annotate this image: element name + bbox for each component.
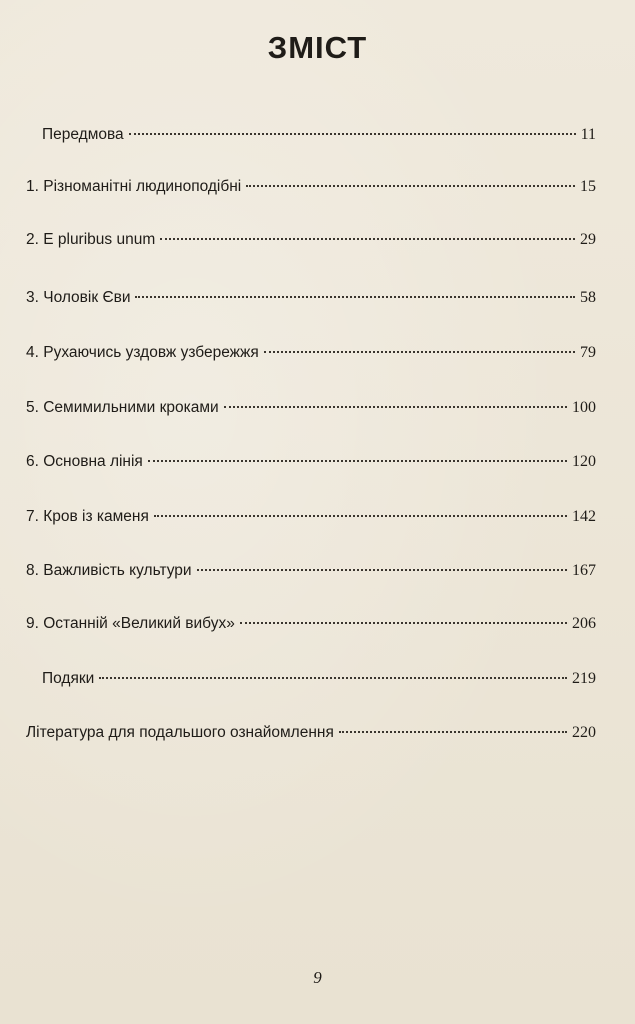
dot-leader — [246, 185, 575, 187]
toc-entry-label: 2. E pluribus unum — [26, 231, 156, 248]
toc-entry-page: 206 — [572, 615, 596, 632]
toc-entry-label: Література для подальшого ознайомлення — [26, 724, 334, 741]
toc-entry-chapter-5 — [26, 399, 596, 425]
toc-entry-label: 6. Основна лінія — [26, 453, 143, 470]
toc-entry-page: 120 — [572, 453, 596, 470]
toc-entry-page: 142 — [572, 508, 596, 525]
toc-entry-page: 167 — [572, 562, 596, 579]
toc-entry-chapter-9 — [26, 615, 596, 641]
toc-entry-chapter-1 — [26, 178, 596, 204]
toc-entry-label: 5. Семимильними кроками — [26, 399, 219, 416]
toc-entry-label: Передмова — [42, 126, 124, 143]
toc-entry-page: 220 — [572, 724, 596, 741]
toc-entry-label: 3. Чоловік Єви — [26, 289, 131, 306]
toc-entry-preface — [26, 126, 596, 152]
dot-leader — [339, 731, 567, 733]
toc-entry-page: 29 — [580, 231, 596, 248]
toc-entry-page: 100 — [572, 399, 596, 416]
toc-entry-label: 9. Останній «Великий вибух» — [26, 615, 235, 632]
dot-leader — [264, 351, 575, 353]
toc-entry-label: 8. Важливість культури — [26, 562, 192, 579]
toc-entry-chapter-3 — [26, 289, 596, 315]
toc-entry-further-reading — [26, 724, 596, 750]
dot-leader — [135, 296, 575, 298]
dot-leader — [99, 677, 567, 679]
page-title: ЗМІСТ — [267, 30, 368, 65]
dot-leader — [240, 622, 567, 624]
toc-entry-chapter-4 — [26, 344, 596, 370]
toc-entry-chapter-8 — [26, 562, 596, 588]
dot-leader — [224, 406, 567, 408]
toc-entry-acknowledgements — [26, 670, 596, 696]
toc-entry-chapter-6 — [26, 453, 596, 479]
dot-leader — [148, 460, 567, 462]
toc-entry-label: Подяки — [42, 670, 95, 687]
toc-entry-page: 79 — [580, 344, 596, 361]
toc-entry-page: 15 — [580, 178, 596, 195]
toc-entry-page: 219 — [572, 670, 596, 687]
dot-leader — [154, 515, 567, 517]
dot-leader — [129, 133, 576, 135]
toc-entry-page: 11 — [580, 126, 596, 143]
dot-leader — [160, 238, 575, 240]
toc-entry-label: 7. Кров із каменя — [26, 508, 149, 525]
toc-entry-label: 4. Рухаючись уздовж узбережжя — [26, 344, 259, 361]
toc-entry-chapter-2 — [26, 231, 596, 257]
toc-entry-chapter-7 — [26, 508, 596, 534]
page-number: 9 — [313, 968, 322, 987]
toc-entry-label: 1. Різноманітні людиноподібні — [26, 178, 242, 195]
dot-leader — [197, 569, 567, 571]
toc-entry-page: 58 — [580, 289, 596, 306]
